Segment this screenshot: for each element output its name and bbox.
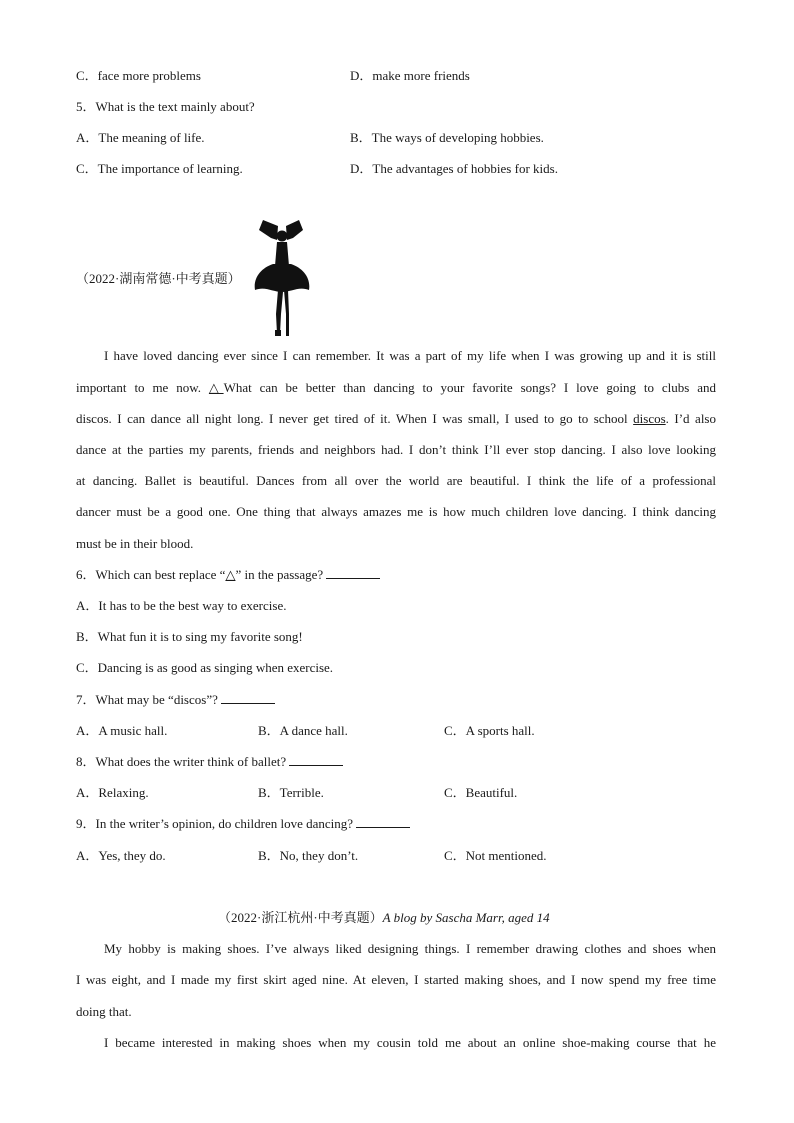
ballerina-silhouette-icon bbox=[251, 218, 313, 340]
passage2-line-5: at dancing. Ballet is beautiful. Dances from all over the world are beautiful. I think the life of a professional bbox=[76, 473, 716, 488]
passage2-line-3: discos. I can dance all night long. I never get tired of it. When I was small, I used to go to school discos. I’d also bbox=[76, 411, 716, 426]
passage3-line-2: I was eight, and I made my first skirt aged nine. At eleven, I started making shoes, and I now spend my free time bbox=[76, 972, 716, 987]
q8-option-b: B．Terrible. bbox=[258, 785, 324, 800]
passage3-line-1: My hobby is making shoes. I’ve always liked designing things. I remember drawing clothes and shoes when bbox=[104, 941, 716, 956]
q8-option-a: A．Relaxing. bbox=[76, 785, 149, 800]
passage2-line-7: must be in their blood. bbox=[76, 536, 194, 551]
q9-option-c: C．Not mentioned. bbox=[444, 848, 547, 863]
passage2-line-6: dancer must be a good one. One thing that always amazes me is how much children love dancing. I think dancing bbox=[76, 504, 716, 519]
q8-option-c: C．Beautiful. bbox=[444, 785, 518, 800]
q7-question: 7．What may be “discos”? bbox=[76, 691, 275, 709]
q8-question: 8．What does the writer think of ballet? bbox=[76, 753, 343, 771]
passage2-source: （2022·湖南常德·中考真题） bbox=[76, 271, 241, 286]
passage2-line-2: important to me now. △What can be better than dancing to your favorite songs? I love going to clubs and bbox=[76, 380, 716, 395]
discos-underlined: discos bbox=[633, 411, 666, 426]
q5-option-b: B．The ways of developing hobbies. bbox=[350, 130, 544, 145]
q5-option-d: D．The advantages of hobbies for kids. bbox=[350, 161, 558, 176]
answer-blank bbox=[356, 815, 410, 828]
passage3-title: A blog by Sascha Marr, aged 14 bbox=[382, 910, 550, 925]
passage3-line-3: doing that. bbox=[76, 1004, 132, 1019]
q6-question: 6．Which can best replace “△” in the passage? bbox=[76, 566, 380, 584]
answer-blank bbox=[326, 566, 380, 579]
q5-option-c: C．The importance of learning. bbox=[76, 161, 243, 176]
q6-option-a: A．It has to be the best way to exercise. bbox=[76, 598, 287, 613]
q7-option-b: B．A dance hall. bbox=[258, 723, 348, 738]
q7-option-a: A．A music hall. bbox=[76, 723, 168, 738]
answer-blank bbox=[289, 753, 343, 766]
q9-question: 9．In the writer’s opinion, do children love dancing? bbox=[76, 815, 410, 833]
passage3-source: （2022·浙江杭州·中考真题） bbox=[218, 910, 383, 925]
q5-question: 5．What is the text mainly about? bbox=[76, 99, 255, 114]
passage3-line-4: I became interested in making shoes when my cousin told me about an online shoe-making course that he bbox=[104, 1035, 716, 1050]
passage2-line-1: I have loved dancing ever since I can remember. It was a part of my life when I was growing up and it is still bbox=[104, 348, 716, 363]
q7-option-c: C．A sports hall. bbox=[444, 723, 535, 738]
answer-blank bbox=[221, 691, 275, 704]
passage3-heading bbox=[218, 909, 550, 927]
blank-triangle: △ bbox=[208, 380, 224, 395]
q9-option-b: B．No, they don’t. bbox=[258, 848, 359, 863]
q4-option-d: D．make more friends bbox=[350, 68, 470, 83]
q4-option-c: C．face more problems bbox=[76, 68, 201, 83]
passage2-line-4: dance at the parties my parents, friends and neighbors had. I don’t think I’ll ever stop dancing. I also love looking bbox=[76, 442, 716, 457]
q6-option-c: C．Dancing is as good as singing when exercise. bbox=[76, 660, 334, 675]
q5-option-a: A．The meaning of life. bbox=[76, 130, 205, 145]
q6-option-b: B．What fun it is to sing my favorite song! bbox=[76, 629, 303, 644]
q9-option-a: A．Yes, they do. bbox=[76, 848, 166, 863]
